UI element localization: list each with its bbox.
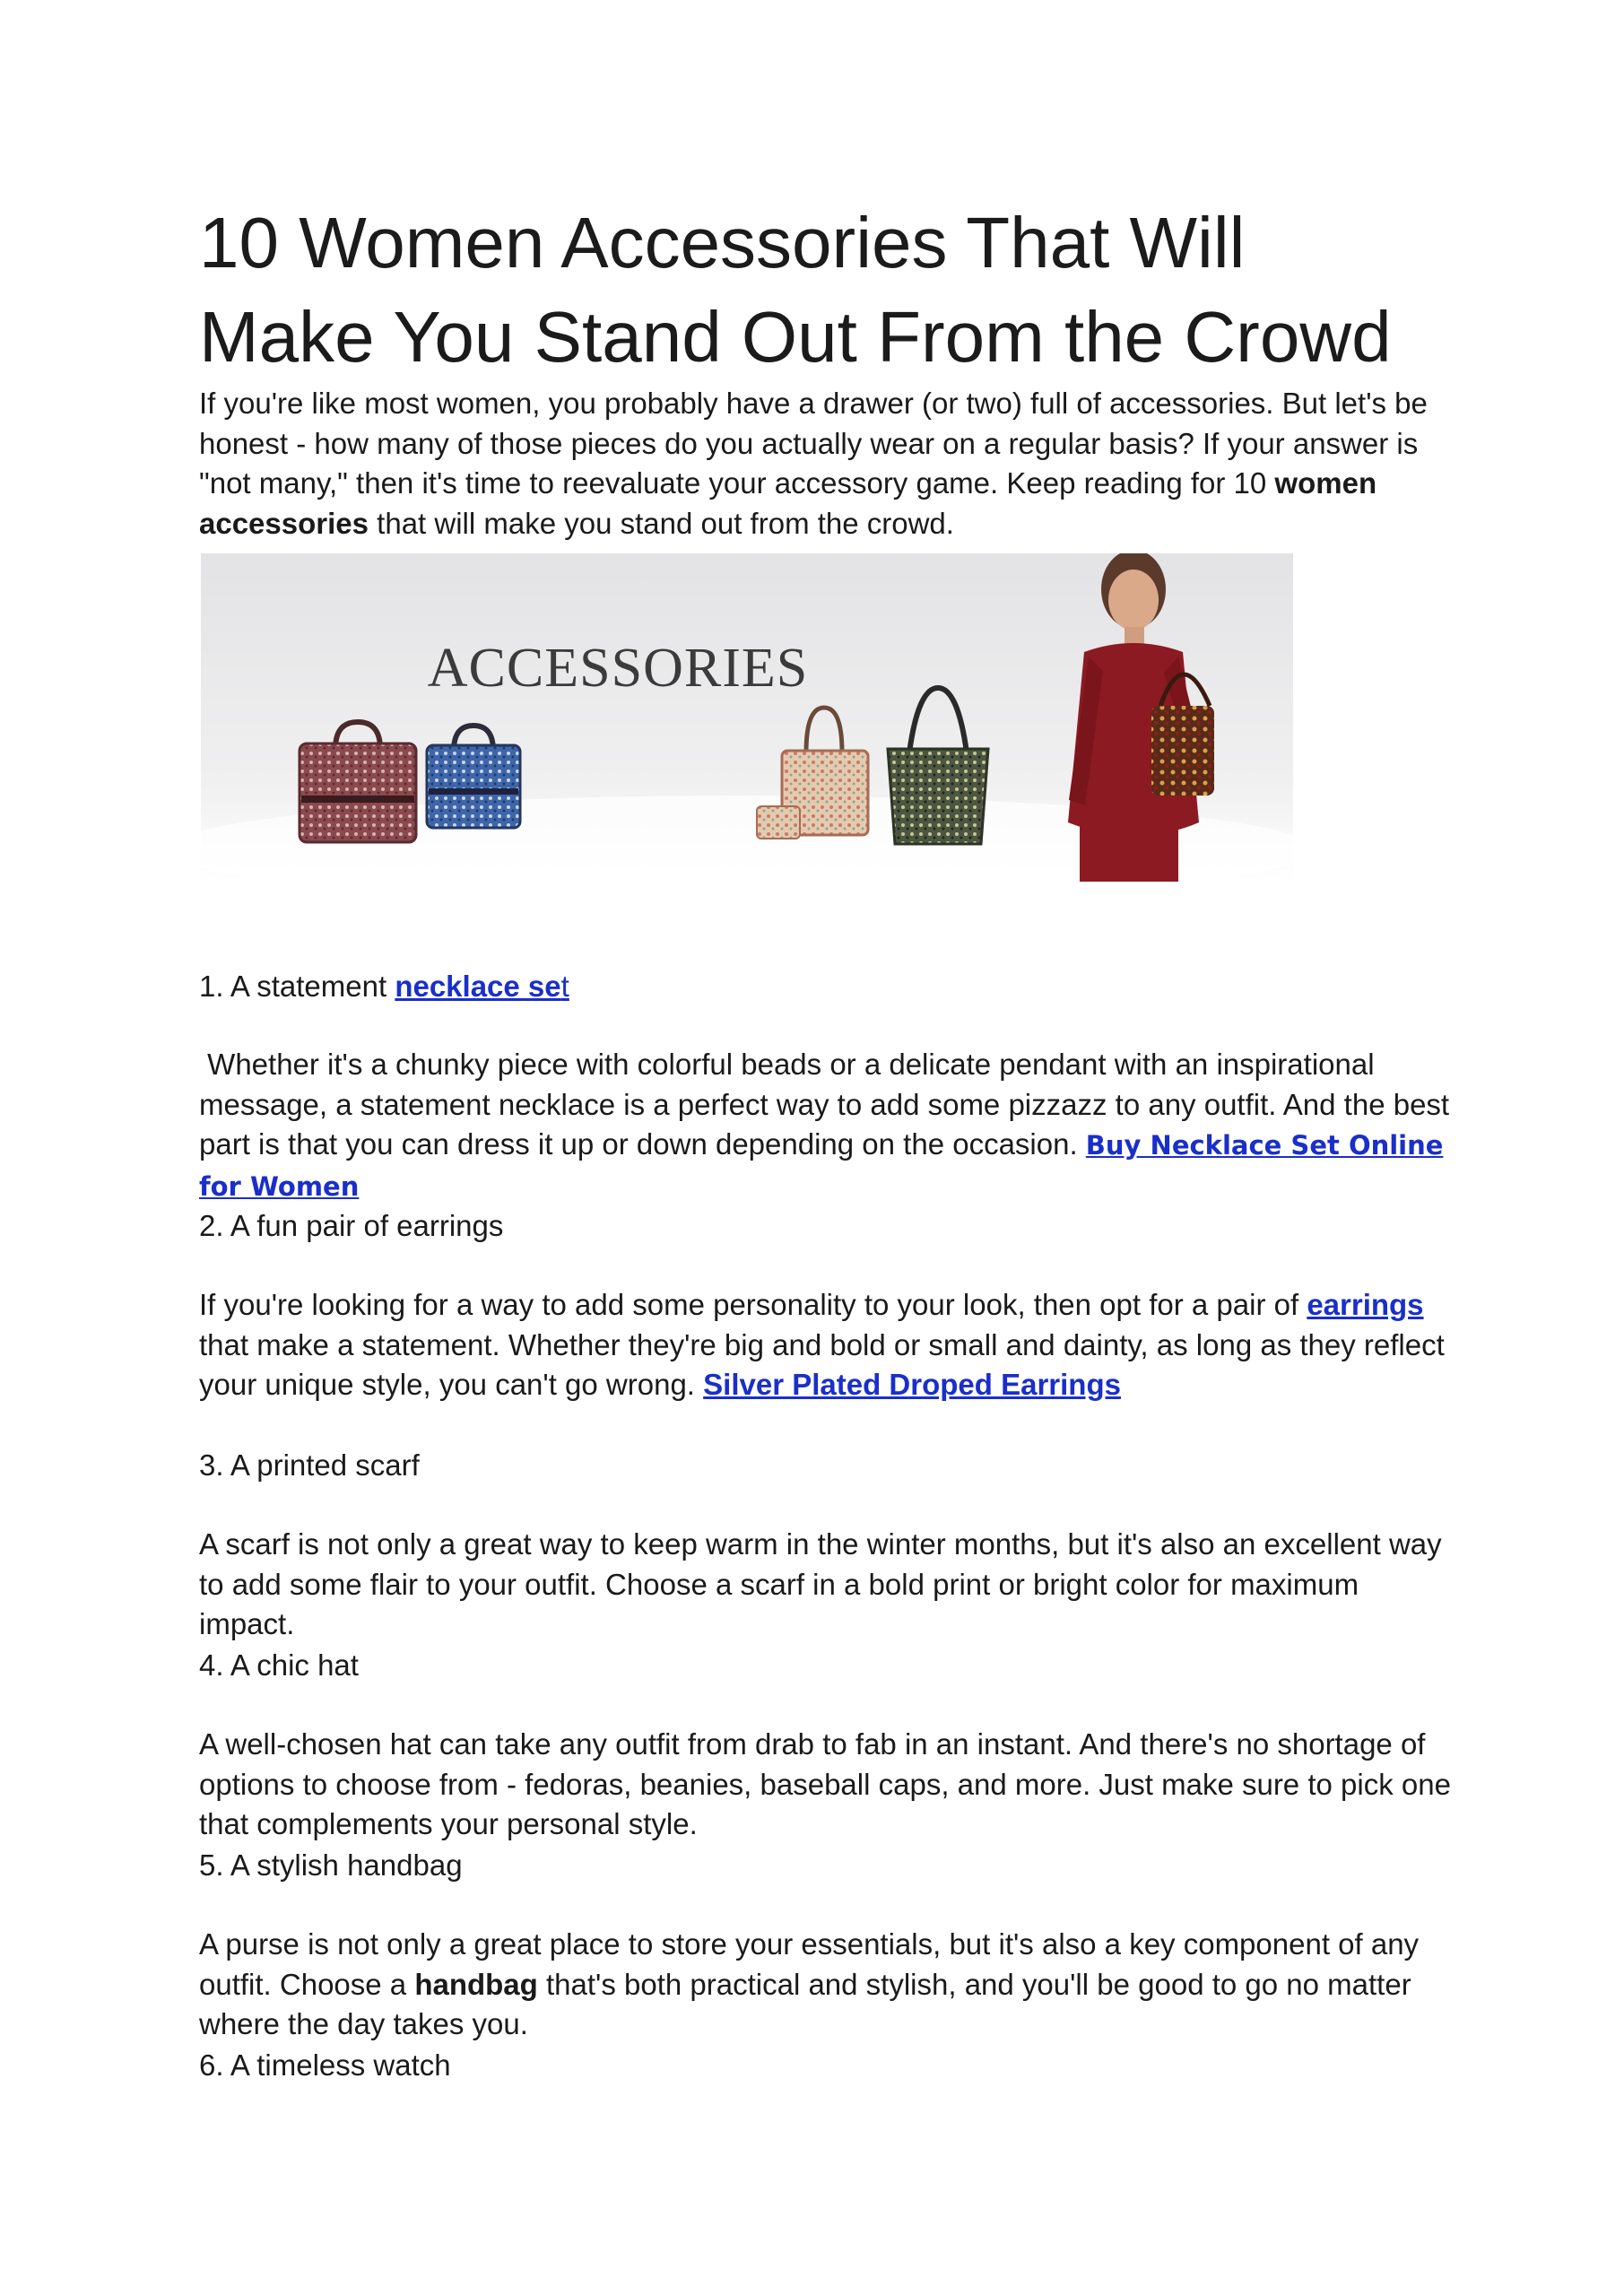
item-5-body [199,1925,1455,2045]
intro-paragraph [199,384,1455,544]
item-1-heading [199,967,569,1006]
article-title-line-2: Make You Stand Out From the Crowd [199,297,1392,377]
handbag-bold: handbag [414,1967,538,2001]
accessories-banner-image [201,553,1293,882]
item-5-body-text-end: that's both practical and stylish, and you'll be good to go no matter where the day takes you. [199,1967,1411,2040]
necklace-set-link-end[interactable]: t [560,970,569,1003]
item-2-heading: 2. A fun pair of earrings [199,1209,504,1242]
item-3-body: A scarf is not only a great way to keep warm in the winter months, but it's also an excellent way to add some flair to your outfit. Choose a scarf in a bold print or bright color for maximum impact. [199,1527,1442,1640]
intro-text: If you're like most women, you probably have a drawer (or two) full of accessories. But let's be honest - how many of those pieces do you actually wear on a regular basis? If your answer is "not many," then it's time to reevaluate your accessory game. Keep reading for 10 [199,387,1428,500]
buy-necklace-set-link[interactable]: Buy Necklace Set Online for Women [199,1130,1444,1202]
item-5-heading: 5. A stylish handbag [199,1848,463,1882]
item-1-heading-text: 1. A statement [199,970,395,1003]
item-4-body: A well-chosen hat can take any outfit from drab to fab in an instant. And there's no shortage of options to choose from - fedoras, beanies, baseball caps, and more. Just make sure to pick one that complements your personal style. [199,1727,1451,1840]
item-2-body-text-end: that make a statement. Whether they're big and bold or small and dainty, as long as they reflect your unique style, you can't go wrong. [199,1327,1445,1401]
item-2-body-text: If you're looking for a way to add some personality to your look, then opt for a pair of [199,1288,1307,1321]
earrings-link[interactable]: earrings [1307,1288,1424,1321]
item-1-body-text: Whether it's a chunky piece with colorful beads or a delicate pendant with an inspirational message, a statement necklace is a perfect way to add some pizzazz to any outfit. And the best part is that you can dress it up or down depending on the occasion. [199,1048,1458,1161]
necklace-set-link[interactable]: necklace se [395,970,561,1003]
article-title [199,196,1472,384]
item-3-heading: 3. A printed scarf [199,1448,420,1482]
item-4-heading: 4. A chic hat [199,1648,359,1682]
intro-bold-keyword: women accessories [199,466,1377,540]
item-2-body [199,1285,1455,1405]
item-5-body-text: A purse is not only a great place to store your essentials, but it's also a key component of any outfit. Choose a [199,1927,1420,2001]
banner-title: ACCESSORIES [427,638,809,699]
article-title-line-1: 10 Women Accessories That Will [199,203,1246,283]
intro-text-end: that will make you stand out from the crowd. [369,506,954,540]
item-6-heading: 6. A timeless watch [199,2048,451,2082]
silver-plated-earrings-link[interactable]: Silver Plated Droped Earrings [703,1368,1121,1401]
item-1-body [199,1045,1458,1206]
